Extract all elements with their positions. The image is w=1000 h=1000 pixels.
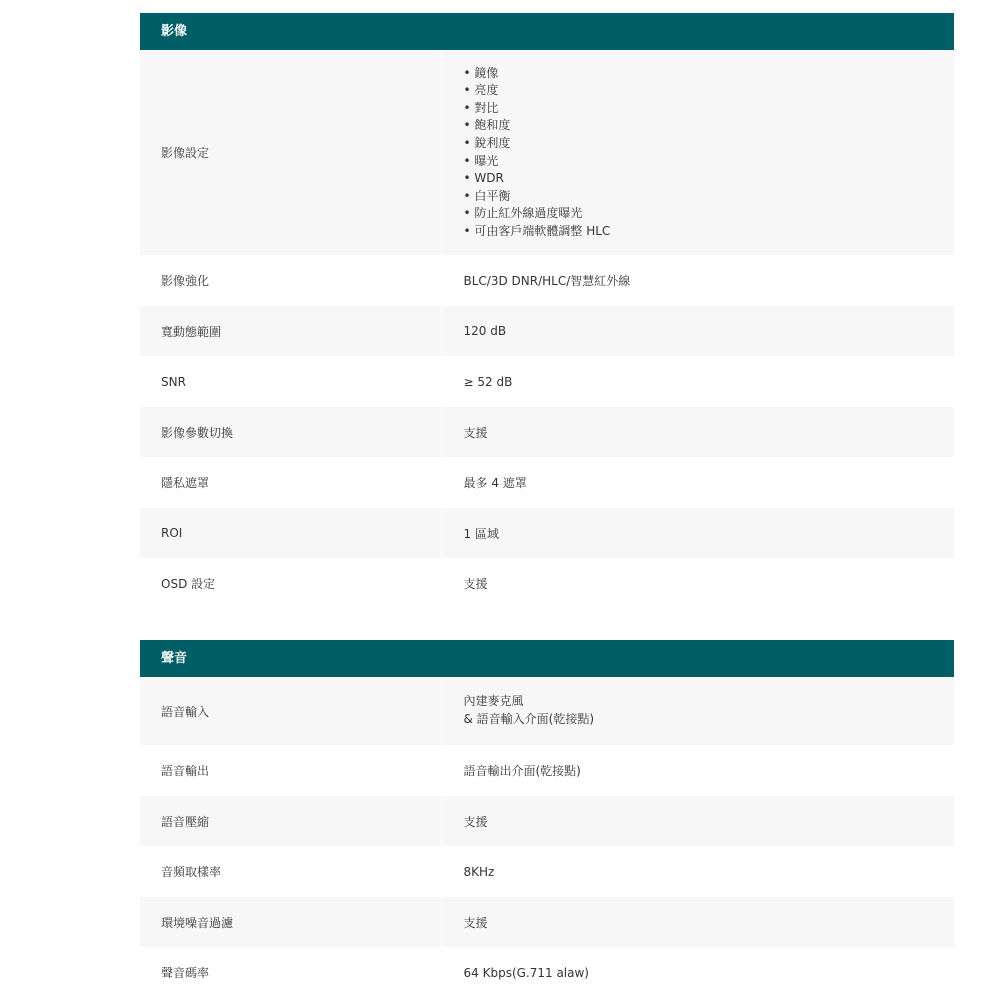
table-row <box>140 356 954 407</box>
row-value: ≥ 52 dB <box>463 374 513 389</box>
section-header-video: 影像 <box>140 13 954 50</box>
row-value: 1 區域 <box>463 526 499 541</box>
row-value: BLC/3D DNR/HLC/智慧紅外線 <box>463 274 631 288</box>
table-row <box>140 846 954 897</box>
table-row <box>140 947 954 998</box>
list-item: • 防止紅外線過度曝光 <box>464 205 955 223</box>
feature-list <box>464 65 955 241</box>
row-label: 影像強化 <box>140 255 441 306</box>
table-row <box>140 255 954 306</box>
row-label: 寬動態範圍 <box>140 306 441 356</box>
list-item: • 對比 <box>464 100 955 118</box>
list-item: • 白平衡 <box>464 188 955 206</box>
row-value: 64 Kbps(G.711 alaw) <box>463 965 589 980</box>
row-value: 支援 <box>463 577 488 591</box>
table-row <box>140 50 954 255</box>
table-row <box>140 677 954 745</box>
row-label: 環境噪音過濾 <box>140 897 441 947</box>
value-line: & 語音輸入介面(乾接點) <box>463 712 595 726</box>
row-label: 隱私遮罩 <box>140 457 441 508</box>
row-value <box>441 50 954 255</box>
table-row <box>140 457 954 508</box>
row-value: 語音輸出介面(乾接點) <box>463 764 581 778</box>
row-value: 支援 <box>463 425 488 440</box>
row-value: 8KHz <box>463 864 495 879</box>
row-value: 最多 4 遮罩 <box>463 476 527 490</box>
table-row <box>140 745 954 796</box>
row-value: 支援 <box>463 915 488 930</box>
row-label: 影像設定 <box>140 50 441 255</box>
spec-table-audio <box>140 677 954 998</box>
list-item: • 可由客戶端軟體調整 HLC <box>464 223 955 241</box>
row-value <box>441 677 954 745</box>
row-value: 支援 <box>463 814 488 829</box>
row-label: 語音輸出 <box>140 745 441 796</box>
table-row <box>140 508 954 558</box>
row-label: OSD 設定 <box>140 558 441 609</box>
row-label: 聲音碼率 <box>140 947 441 998</box>
table-row <box>140 306 954 356</box>
row-label: SNR <box>140 356 441 407</box>
section-header-audio: 聲音 <box>140 640 954 677</box>
table-row <box>140 407 954 457</box>
table-row <box>140 558 954 609</box>
row-label: ROI <box>140 508 441 558</box>
list-item: • 亮度 <box>464 82 955 100</box>
list-item: • WDR <box>464 170 955 188</box>
value-line: 內建麥克風 <box>463 694 524 709</box>
list-item: • 曝光 <box>464 153 955 171</box>
row-label: 語音壓縮 <box>140 796 441 846</box>
table-row <box>140 796 954 846</box>
table-row <box>140 897 954 947</box>
section-spacer <box>140 609 954 640</box>
spec-table-video <box>140 50 954 609</box>
row-label: 音頻取樣率 <box>140 846 441 897</box>
list-item: • 銳利度 <box>464 135 955 153</box>
list-item: • 飽和度 <box>464 117 955 135</box>
list-item: • 鏡像 <box>464 65 955 83</box>
row-label: 語音輸入 <box>140 677 441 745</box>
spec-sheet <box>140 13 954 998</box>
row-label: 影像參數切換 <box>140 407 441 457</box>
row-value: 120 dB <box>463 324 507 338</box>
